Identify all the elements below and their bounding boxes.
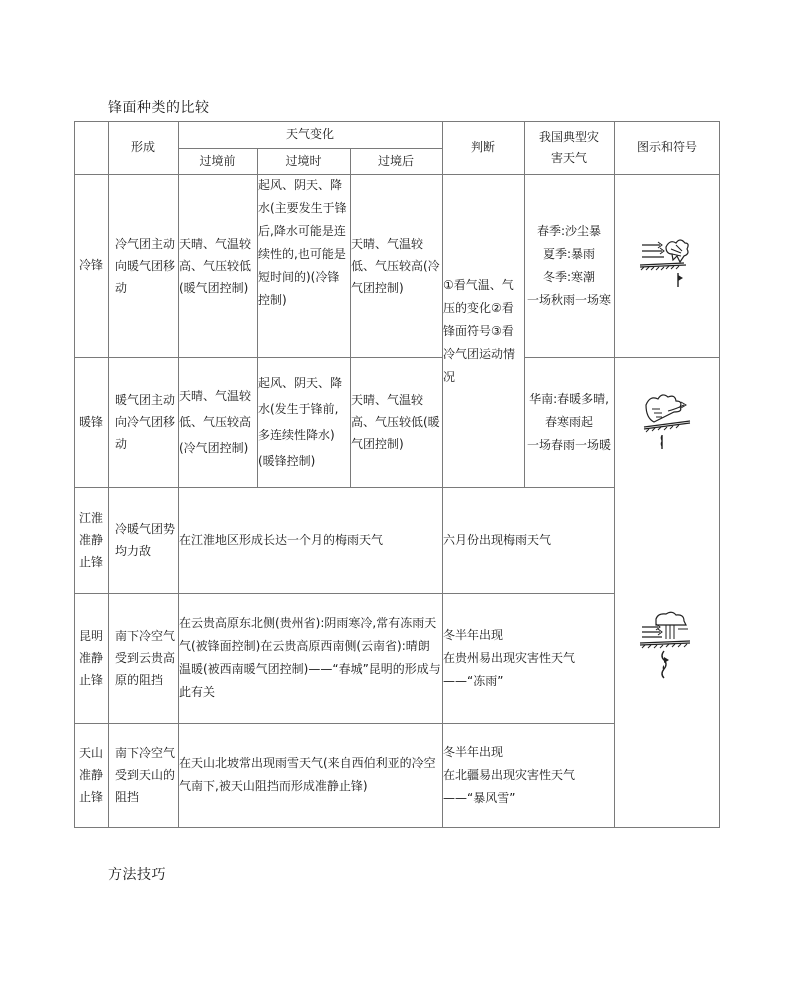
cold-disaster-autumn: 一场秋雨一场寒 — [526, 292, 611, 307]
warm-front-name: 暖锋 — [78, 414, 103, 429]
warm-front-disaster — [524, 357, 614, 487]
front-comparison-table — [74, 121, 720, 828]
tianshan-weather: 在天山北坡常出现雨雪天气(来自西伯利亚的冷空气南下,被天山阻挡而形成准静止锋) — [179, 756, 436, 793]
cold-disaster-winter: 冬季:寒潮 — [542, 269, 596, 284]
cold-front-formation: 冷气团主动向暖气团移动 — [115, 236, 176, 295]
kunming-disaster-line1: 冬半年出现 — [443, 627, 504, 642]
tianshan-front-name: 天山准静止锋 — [78, 746, 103, 804]
warm-disaster-line1: 华南:春暖多晴, — [529, 391, 609, 406]
tianshan-disaster — [442, 723, 614, 827]
warm-front-formation: 暖气团主动向冷气团移动 — [115, 393, 176, 451]
tianshan-formation: 南下冷空气受到天山的阻挡 — [115, 746, 176, 804]
header-judgment: 判断 — [470, 140, 495, 154]
methods-title: 方法技巧 — [108, 867, 166, 883]
section-title: 锋面种类的比较 — [108, 100, 210, 116]
cold-front-diagram — [638, 221, 698, 291]
cold-front-after: 天晴、气温较低、气压较高(冷气团控制) — [351, 236, 440, 295]
kunming-disaster — [442, 593, 614, 723]
warm-disaster-line2: 春寒雨起 — [544, 414, 593, 429]
jianghuai-weather: 在江淮地区形成长达一个月的梅雨天气 — [179, 532, 384, 547]
kunming-disaster-line2: 在贵州易出现灾害性天气——“冻雨” — [443, 650, 576, 688]
kunming-weather: 在云贵高原东北侧(贵州省):阴雨寒冷,常有冻雨天气(被锋面控制)在云贵高原西南侧(云南省):晴朗温暖(被西南暖气团控制)——“春城”昆明的形成与此有关 — [179, 616, 441, 699]
tianshan-disaster-line1: 冬半年出现 — [443, 744, 504, 759]
cold-front-during: 起风、阴天、降水(主要发生于锋后,降水可能是连续性的,也可能是短时间的)(冷锋控制) — [258, 178, 347, 307]
warm-disaster-line3: 一场春雨一场暖 — [526, 437, 611, 452]
header-after: 过境后 — [377, 153, 414, 168]
warm-front-during: 起风、阴天、降水(发生于锋前,多连续性降水)(暖锋控制) — [258, 376, 343, 468]
warm-front-after: 天晴、气温较高、气压较低(暖气团控制) — [351, 393, 440, 451]
stationary-front-diagram — [638, 605, 698, 685]
cold-disaster-spring: 春季:沙尘暴 — [536, 223, 602, 238]
cold-front-before: 天晴、气温较高、气压较低(暖气团控制) — [179, 236, 252, 295]
judgment-method: ①看气温、气压的变化②看锋面符号③看冷气团运动情况 — [443, 277, 516, 384]
header-weather-change: 天气变化 — [285, 127, 334, 141]
jianghuai-disaster: 六月份出现梅雨天气 — [443, 532, 552, 547]
header-before: 过境前 — [199, 153, 236, 168]
warm-front-diagram — [638, 383, 698, 453]
header-diagram-symbol: 图示和符号 — [636, 140, 697, 154]
header-typical-disaster: 我国典型灾害天气 — [538, 129, 599, 165]
jianghuai-front-name: 江淮准静止锋 — [78, 511, 103, 569]
warm-front-before: 天晴、气温较低、气压较高(冷气团控制) — [179, 389, 252, 455]
cold-front-disaster — [524, 174, 614, 357]
kunming-front-name: 昆明准静止锋 — [78, 629, 103, 687]
cold-front-name: 冷锋 — [78, 258, 103, 272]
kunming-formation: 南下冷空气受到云贵高原的阻挡 — [115, 629, 176, 687]
tianshan-disaster-line2: 在北疆易出现灾害性天气——“暴风雪” — [443, 767, 576, 805]
header-formation: 形成 — [130, 140, 155, 154]
cold-disaster-summer: 夏季:暴雨 — [542, 246, 596, 261]
jianghuai-formation: 冷暖气团势均力敌 — [115, 522, 176, 558]
header-during: 过境时 — [285, 153, 322, 168]
